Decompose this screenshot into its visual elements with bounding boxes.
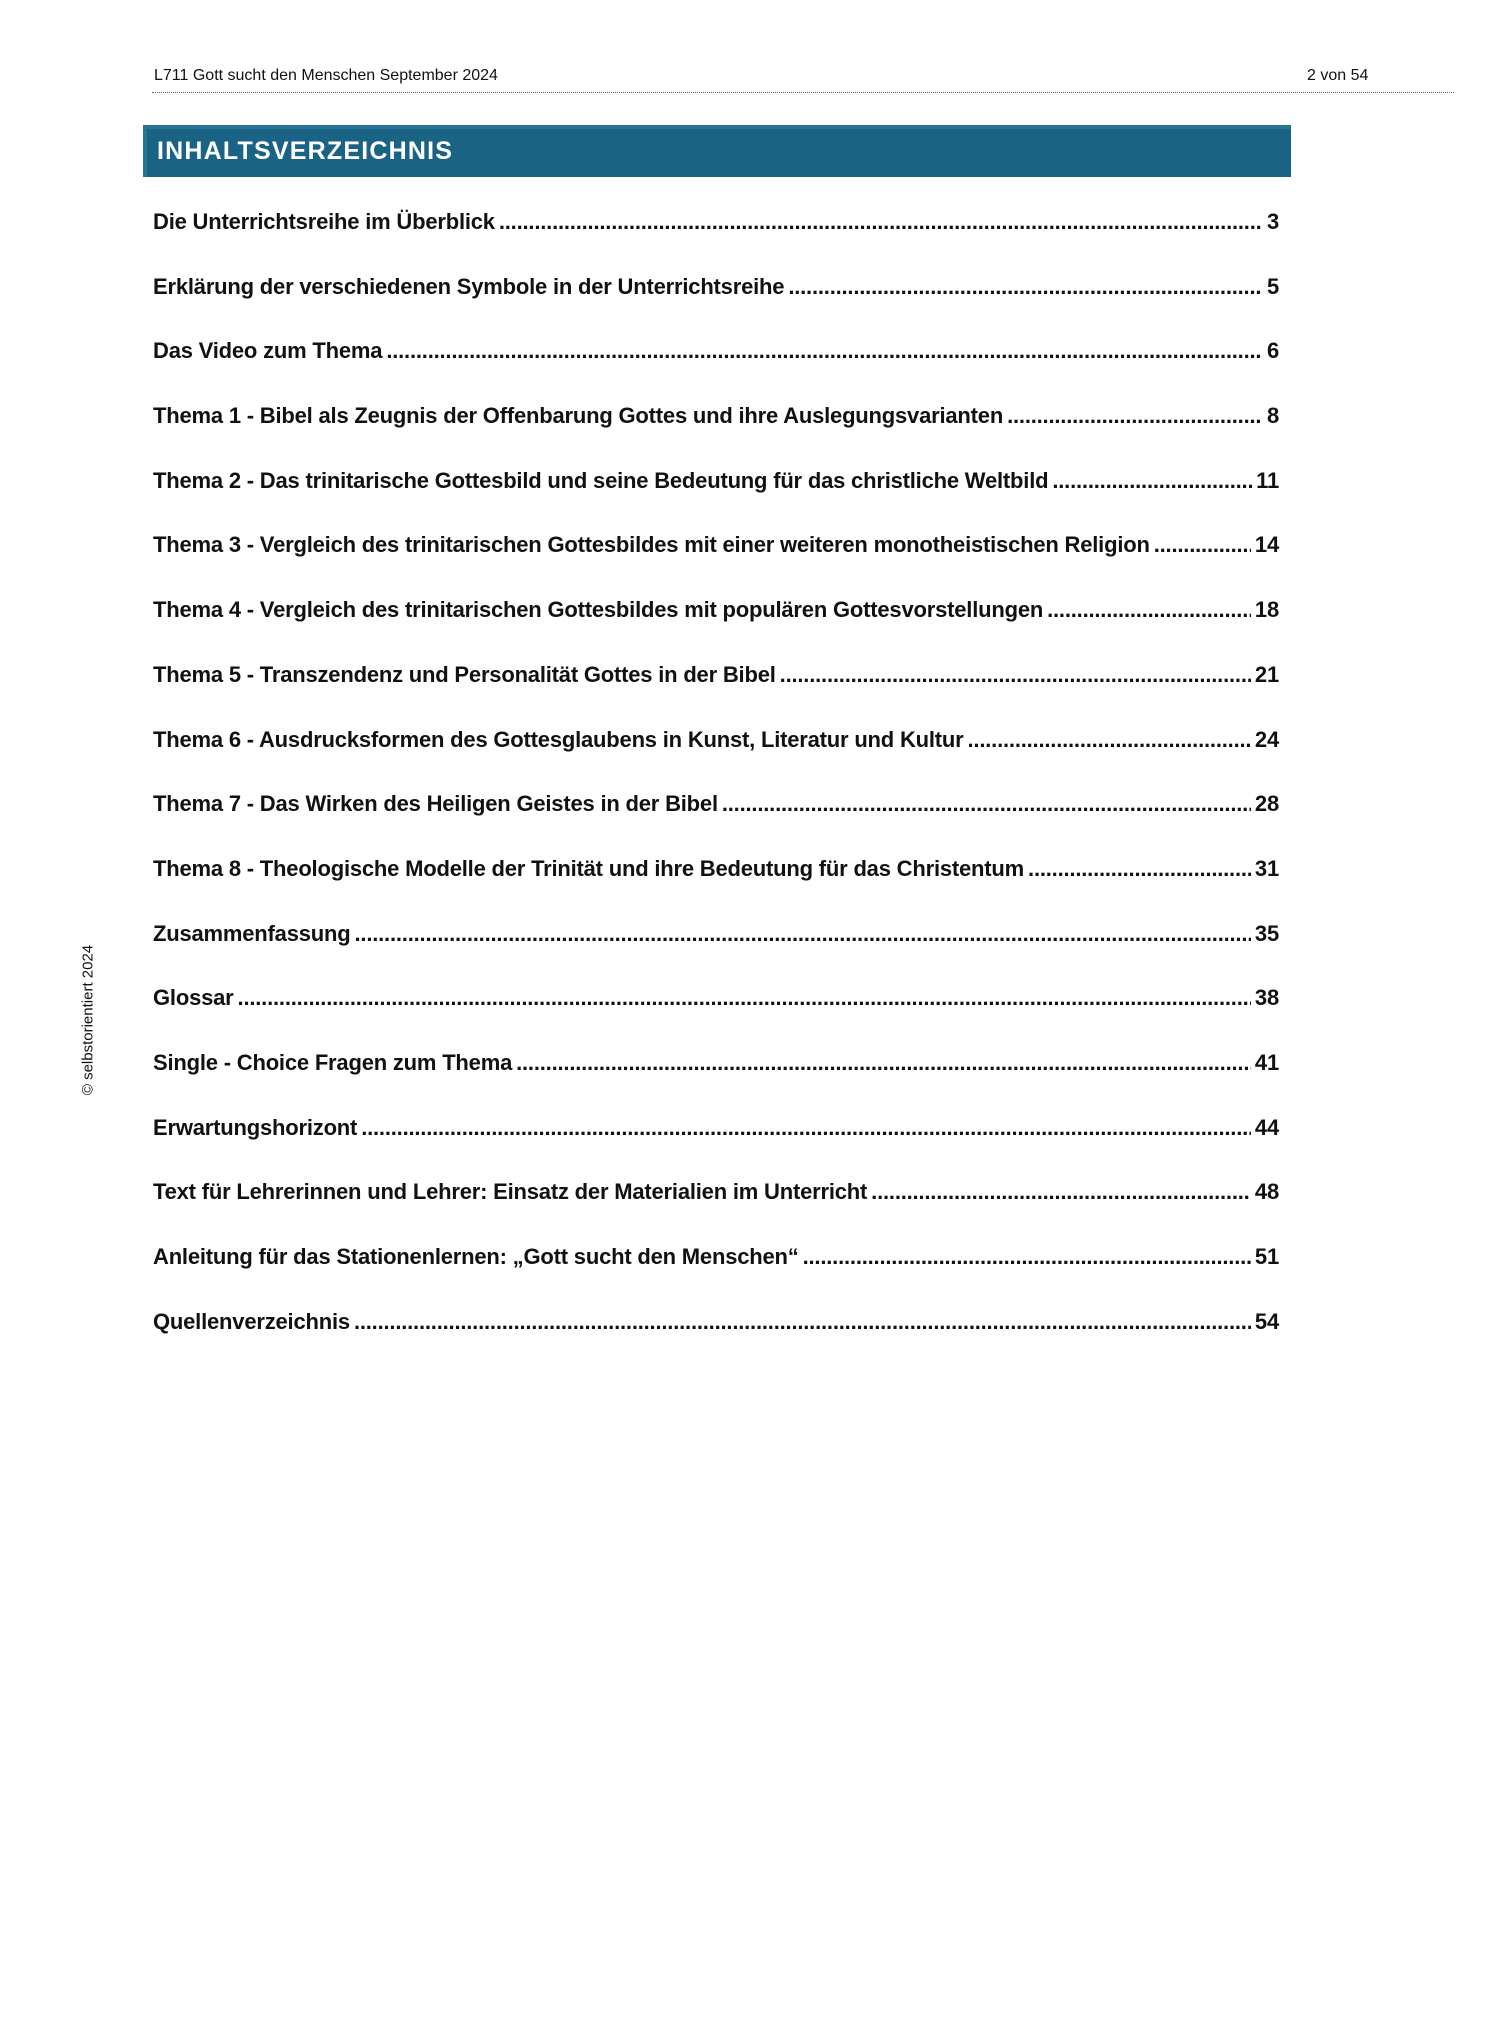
toc-entry-text: Thema 4 - Vergleich des trinitarischen Gottesbildes mit populären Gottesvorstellungen <box>153 597 1044 623</box>
toc-dot-leader <box>788 271 1261 303</box>
toc-dot-leader <box>1047 594 1251 626</box>
copyright-sidenote: © selbstorientiert 2024 <box>79 944 97 1096</box>
toc-entry-text: Thema 5 - Transzendenz und Personalität Gottes in der Bibel <box>153 661 776 687</box>
page-number-header: 2 von 54 <box>1307 67 1369 84</box>
toc-title: INHALTSVERZEICHNIS <box>157 137 454 165</box>
toc-entry-page: 3 <box>1266 209 1279 234</box>
toc-entry-page: 31 <box>1254 855 1279 881</box>
toc-entry-page: 44 <box>1254 1114 1279 1140</box>
toc-list <box>153 206 1279 1370</box>
page-header <box>152 64 1454 93</box>
toc-entry-page: 41 <box>1254 1049 1279 1075</box>
toc-entry-page: 54 <box>1254 1308 1279 1334</box>
toc-entry-thema-7[interactable] <box>153 788 1279 853</box>
toc-entry-text: Thema 3 - Vergleich des trinitarischen Gottesbildes mit einer weiteren monotheistischen Religion <box>153 532 1150 558</box>
document-title-header: L711 Gott sucht den Menschen September 2024 <box>154 67 498 84</box>
toc-entry-text: Thema 7 - Das Wirken des Heiligen Geistes in der Bibel <box>153 791 718 817</box>
toc-dot-leader <box>968 724 1251 756</box>
toc-entry-text: Anleitung für das Stationenlernen: „Gott sucht den Menschen“ <box>153 1244 799 1269</box>
toc-dot-leader <box>803 1241 1251 1273</box>
toc-entry-video[interactable] <box>153 335 1279 400</box>
toc-entry-text: Text für Lehrerinnen und Lehrer: Einsatz der Materialien im Unterricht <box>153 1179 868 1205</box>
toc-entry-page: 51 <box>1254 1244 1279 1269</box>
toc-dot-leader <box>871 1176 1251 1208</box>
toc-entry-page: 5 <box>1266 273 1279 299</box>
toc-dot-leader <box>355 918 1251 950</box>
toc-entry-text: Erklärung der verschiedenen Symbole in der Unterrichtsreihe <box>153 273 785 299</box>
toc-dot-leader <box>238 982 1251 1014</box>
toc-entry-single-choice[interactable] <box>153 1047 1279 1112</box>
toc-entry-thema-1[interactable] <box>153 400 1279 465</box>
toc-entry-page: 14 <box>1254 532 1279 558</box>
toc-entry-page: 24 <box>1254 726 1279 752</box>
toc-dot-leader <box>1052 465 1252 497</box>
toc-heading-banner <box>143 125 1291 177</box>
toc-entry-page: 35 <box>1254 920 1279 946</box>
toc-entry-erwartungshorizont[interactable] <box>153 1112 1279 1177</box>
toc-dot-leader <box>361 1112 1251 1144</box>
toc-entry-text: Thema 1 - Bibel als Zeugnis der Offenbarung Gottes und ihre Auslegungsvarianten <box>153 403 1004 429</box>
toc-entry-glossar[interactable] <box>153 982 1279 1047</box>
toc-entry-text: Erwartungshorizont <box>153 1114 358 1140</box>
toc-entry-page: 38 <box>1254 985 1279 1011</box>
toc-entry-text: Single - Choice Fragen zum Thema <box>153 1049 513 1075</box>
toc-entry-quellenverzeichnis[interactable] <box>153 1306 1279 1371</box>
toc-dot-leader <box>386 335 1261 367</box>
toc-dot-leader <box>1028 853 1251 885</box>
toc-dot-leader <box>516 1047 1251 1079</box>
toc-entry-page: 6 <box>1266 338 1279 364</box>
toc-entry-lehrertext[interactable] <box>153 1176 1279 1241</box>
toc-entry-page: 11 <box>1256 467 1279 493</box>
toc-entry-text: Die Unterrichtsreihe im Überblick <box>153 209 495 234</box>
toc-entry-page: 21 <box>1254 661 1279 687</box>
toc-entry-text: Thema 6 - Ausdrucksformen des Gottesglaubens in Kunst, Literatur und Kultur <box>153 726 964 752</box>
toc-entry-thema-2[interactable] <box>153 465 1279 530</box>
toc-entry-thema-8[interactable] <box>153 853 1279 918</box>
toc-entry-text: Thema 8 - Theologische Modelle der Trinität und ihre Bedeutung für das Christentum <box>153 855 1025 881</box>
toc-entry-thema-4[interactable] <box>153 594 1279 659</box>
toc-dot-leader <box>1154 529 1251 561</box>
toc-dot-leader <box>780 659 1251 691</box>
toc-entry-page: 8 <box>1266 403 1279 429</box>
toc-entry-page: 28 <box>1254 791 1279 817</box>
toc-dot-leader <box>354 1306 1251 1338</box>
toc-entry-thema-5[interactable] <box>153 659 1279 724</box>
toc-entry-text: Thema 2 - Das trinitarische Gottesbild und seine Bedeutung für das christliche Weltbild <box>153 467 1049 493</box>
toc-entry-stationenlernen[interactable] <box>153 1241 1279 1306</box>
toc-entry-text: Das Video zum Thema <box>153 338 383 364</box>
toc-entry-text: Glossar <box>153 985 234 1011</box>
toc-entry-page: 48 <box>1254 1179 1279 1205</box>
toc-dot-leader <box>722 788 1251 820</box>
toc-entry-ueberblick[interactable] <box>153 206 1279 271</box>
toc-dot-leader <box>499 206 1261 238</box>
toc-entry-thema-3[interactable] <box>153 529 1279 594</box>
toc-dot-leader <box>1007 400 1261 432</box>
toc-entry-thema-6[interactable] <box>153 724 1279 789</box>
toc-entry-page: 18 <box>1254 597 1279 623</box>
toc-entry-zusammenfassung[interactable] <box>153 918 1279 983</box>
toc-entry-symbole[interactable] <box>153 271 1279 336</box>
toc-entry-text: Zusammenfassung <box>153 920 351 946</box>
toc-entry-text: Quellenverzeichnis <box>153 1308 350 1334</box>
